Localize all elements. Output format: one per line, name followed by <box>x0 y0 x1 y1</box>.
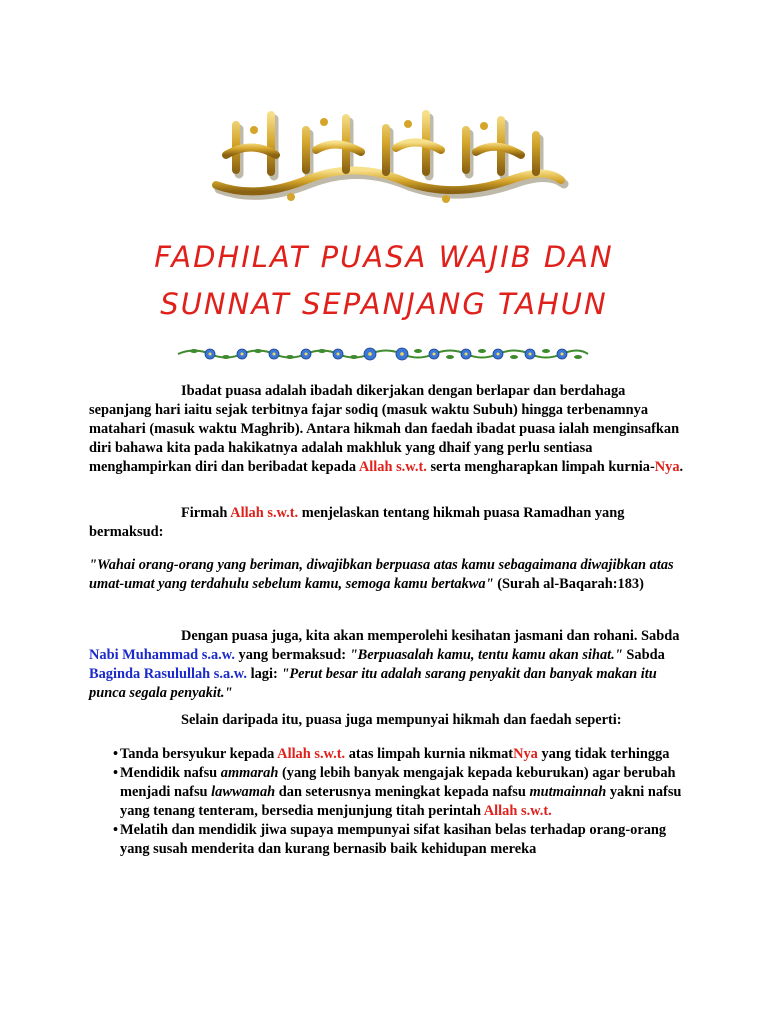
term-mutmainnah: mutmainnah <box>529 784 607 800</box>
allah-name-red: Allah s.w.t. <box>230 505 299 521</box>
allah-name-red: Allah s.w.t. <box>483 803 552 819</box>
firman-text-2: menjelaskan tentang hikmah puasa Ramadhan yang bermaksud: <box>89 505 625 540</box>
benefits-list <box>89 745 689 859</box>
firman-text: Firmah <box>181 505 231 521</box>
paragraph-firman <box>89 504 689 542</box>
hadith-text-3: Sabda <box>622 647 665 663</box>
list-item: • Tanda bersyukur kepada Allah s.w.t. atas limpah kurnia nikmatNya yang tidak terhingga <box>113 746 670 762</box>
bismillah-calligraphy-image <box>196 100 574 210</box>
allah-name-red: Allah s.w.t. <box>277 746 346 762</box>
list-item: • Melatih dan mendidik jiwa supaya mempunyai sifat kasihan belas terhadap orang-orang yang susah menderita dan kurang bernasib baik kehidupan mereka <box>113 822 667 857</box>
term-lawwamah: lawwamah <box>211 784 276 800</box>
intro-text-2: serta mengharapkan limpah kurnia- <box>426 459 655 475</box>
page-title-line-2: SUNNAT SEPANJANG TAHUN <box>160 287 608 321</box>
hadith-text: Dengan puasa juga, kita akan memperolehi kesihatan jasmani dan rohani. Sabda <box>181 628 680 644</box>
rasul-name-blue: Baginda Rasulullah s.a.w. <box>89 666 247 682</box>
quran-quote: "Wahai orang-orang yang beriman, diwajibkan berpuasa atas kamu sebagaimana diwajibkan atas umat-umat yang terdahulu sebelum kamu, semoga kamu bertakwa" <box>89 557 674 592</box>
term-ammarah: ammarah <box>220 765 279 781</box>
paragraph-intro <box>89 382 689 477</box>
paragraph-hadith <box>89 627 689 703</box>
list-item: • Mendidik nafsu ammarah (yang lebih banyak mengajak kepada keburukan) agar berubah menjadi nafsu lawwamah dan seterusnya meningkat kepada nafsu mutmainnah yakni nafsu yang tenang tenteram, bersedia menjunjung titah perintah Allah s.w.t. <box>113 765 682 819</box>
bullet: • <box>113 765 119 781</box>
hadith-text-4: lagi: <box>246 666 282 682</box>
hadith-quote-2: "Perut besar itu adalah sarang penyakit dan banyak makan itu punca segala penyakit." <box>89 666 657 701</box>
intro-text: Ibadat puasa adalah ibadah dikerjakan dengan berlapar dan berdahaga sepanjang hari iaitu sejak terbitnya fajar sodiq (masuk waktu Subuh) hingga terbenamnya matahari (masuk waktu Maghrib). Antara hikmah dan faedah ibadat puasa ialah menginsafkan diri bahawa kita pada hakikatnya adalah makhluk yang dhaif yang perlu sentiasa menghampirkan diri dan beribadat kepada <box>89 383 680 475</box>
floral-divider-image <box>174 343 592 365</box>
nya-red: Nya <box>513 746 538 762</box>
paragraph-benefits-intro <box>89 711 689 730</box>
allah-name-red: Allah s.w.t. <box>358 459 427 475</box>
hadith-quote-1: "Berpuasalah kamu, tentu kamu akan sihat." <box>349 647 623 663</box>
bullet: • <box>113 746 119 762</box>
benefits-intro-text: Selain daripada itu, puasa juga mempunyai hikmah dan faedah seperti: <box>181 712 622 728</box>
page-title-line-1: FADHILAT PUASA WAJIB DAN <box>154 240 614 274</box>
nabi-name-blue: Nabi Muhammad s.a.w. <box>89 647 235 663</box>
intro-end: . <box>679 459 684 475</box>
hadith-text-2: yang bermaksud: <box>234 647 350 663</box>
nya-red: Nya <box>654 459 680 475</box>
paragraph-quran-quote <box>89 556 689 594</box>
quote-reference: (Surah al-Baqarah:183) <box>493 576 644 592</box>
bullet: • <box>113 822 119 838</box>
